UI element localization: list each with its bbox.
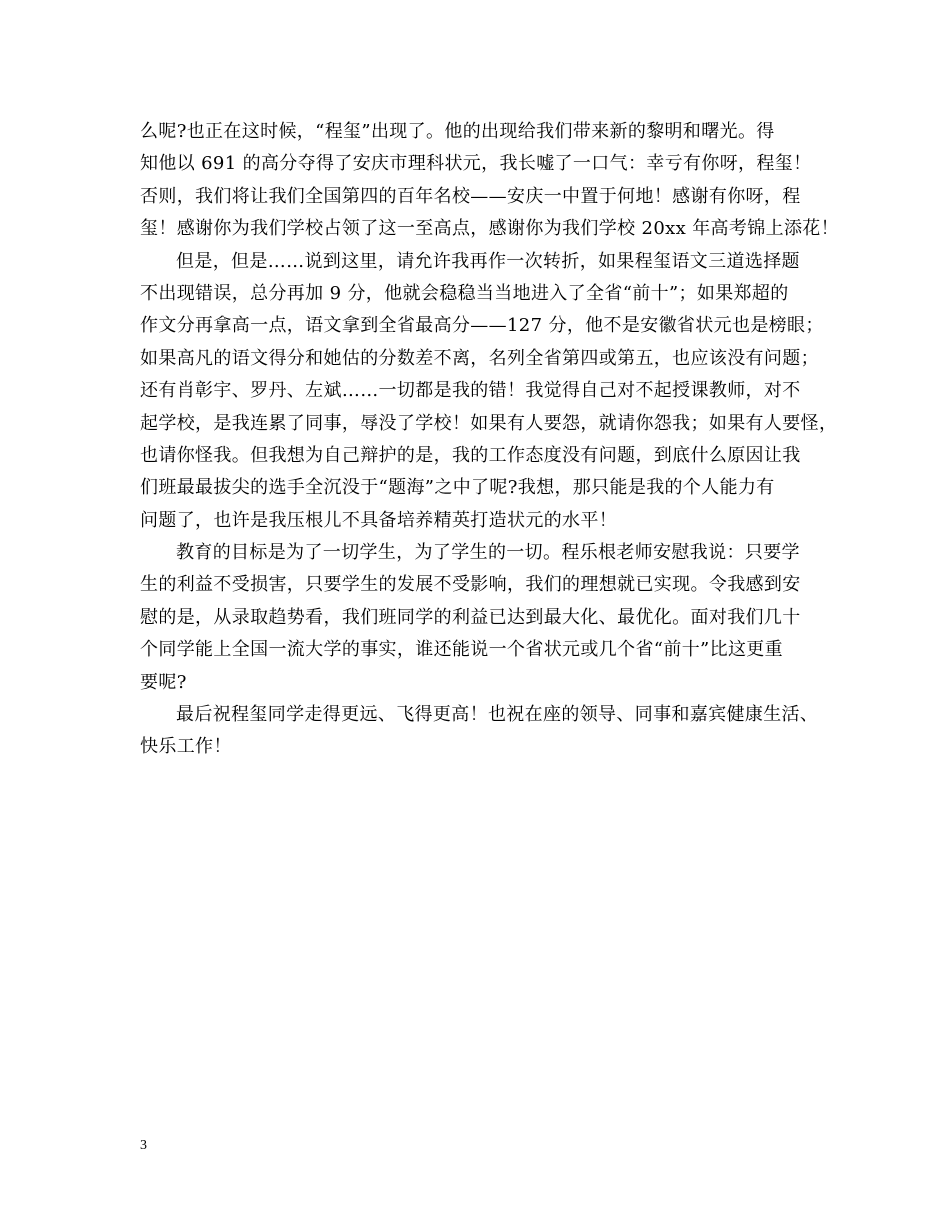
text-line: 生的利益不受损害，只要学生的发展不受影响，我们的理想就已实现。令我感到安: [140, 574, 801, 596]
text-line: 玺！感谢你为我们学校占领了这一至高点，感谢你为我们学校 20xx 年高考锦上添花！: [140, 218, 839, 240]
text-line: 也请你怪我。但我想为自己辩护的是，我的工作态度没有问题，到底什么原因让我: [140, 444, 801, 466]
text-line: 起学校，是我连累了同事，辱没了学校！如果有人要怨，就请你怨我；如果有人要怪，: [140, 412, 838, 434]
text-line: 么呢?也正在这时候，“程玺”出现了。他的出现给我们带来新的黎明和曙光。得: [140, 121, 775, 142]
text-line: 慰的是，从录取趋势看，我们班同学的利益已达到最大化、最优化。面对我们几十: [140, 606, 801, 628]
text-line: 还有肖彰宇、罗丹、左斌……一切都是我的错！我觉得自己对不起授课教师，对不: [140, 380, 801, 402]
text-line: 否则，我们将让我们全国第四的百年名校——安庆一中置于何地！感谢有你呀，程: [140, 185, 801, 207]
text-line: 要呢?: [140, 671, 187, 693]
text-line: 知他以 691 的高分夺得了安庆市理科状元，我长嘘了一口气：幸亏有你呀，程玺！: [140, 153, 812, 175]
text-line: 个同学能上全国一流大学的事实，谁还能说一个省状元或几个省“前十”比这更重: [140, 639, 784, 661]
text-line: 们班最最拔尖的选手全沉没于“题海”之中了呢?我想，那只能是我的个人能力有: [140, 477, 775, 499]
text-line: 不出现错误，总分再加 9 分，他就会稳稳当当地进入了全省“前十”；如果郑超的: [140, 282, 789, 304]
text-line: 问题了，也许是我压根儿不具备培养精英打造状元的水平！: [140, 509, 618, 531]
page-number: 3: [140, 1138, 147, 1153]
body-text: [140, 116, 839, 764]
paragraph-first-line: 教育的目标是为了一切学生，为了学生的一切。程乐根老师安慰我说：只要学: [176, 542, 800, 564]
text-line: 如果高凡的语文得分和她估的分数差不离，名列全省第四或第五，也应该没有问题；: [140, 347, 819, 369]
paragraph-first-line: 最后祝程玺同学走得更远、飞得更高！也祝在座的领导、同事和嘉宾健康生活、: [176, 704, 819, 726]
paragraph-first-line: 但是，但是……说到这里，请允许我再作一次转折，如果程玺语文三道选择题: [176, 250, 800, 272]
text-line: 作文分再拿高一点，语文拿到全省最高分——127 分，他不是安徽省状元也是榜眼；: [140, 315, 824, 337]
text-line: 快乐工作！: [140, 736, 232, 758]
